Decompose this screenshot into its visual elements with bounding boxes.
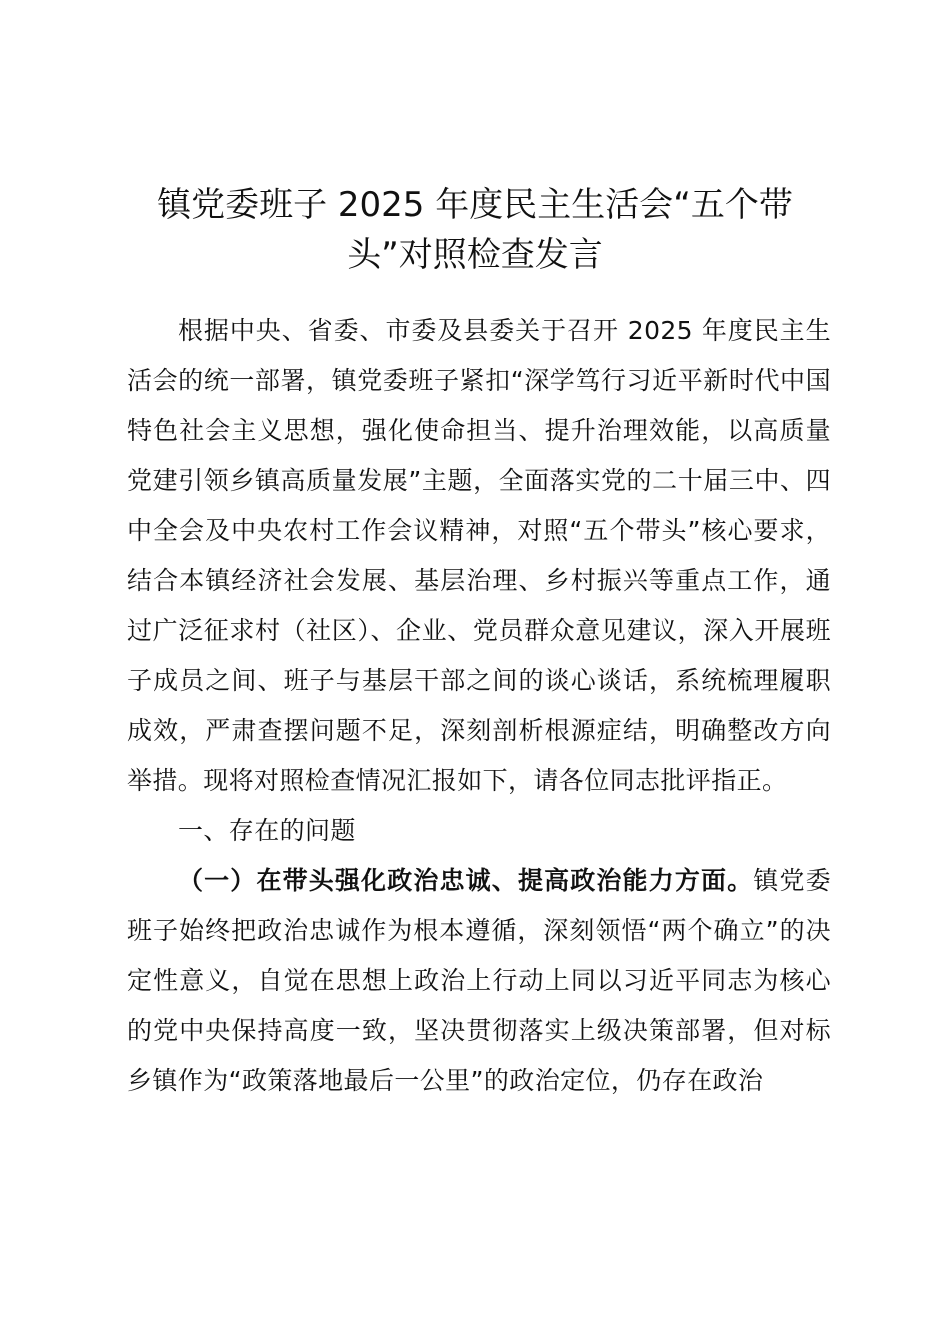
title-line-2: 头”对照检查发言 xyxy=(347,235,603,275)
document-title xyxy=(120,180,830,280)
subsection-text: 镇党委班子始终把政治忠诚作为根本遵循，深刻领悟“两个确立”的决定性意义，自觉在思想上政治上行动上同以习近平同志为核心的党中央保持高度一致，坚决贯彻落实上级决策部署，但对标乡镇作为“政策落地最后一公里”的政治定位，仍存在政治 xyxy=(127,866,831,1095)
section-heading-problems: 一、存在的问题 xyxy=(178,816,356,845)
intro-paragraph: 根据中央、省委、市委及县委关于召开 2025 年度民主生活会的统一部署，镇党委班子紧扣“深学笃行习近平新时代中国特色社会主义思想，强化使命担当、提升治理效能，以高质量党建引领乡镇高质量发展”主题，全面落实党的二十届三中、四中全会及中央农村工作会议精神，对照“五个带头”核心要求，结合本镇经济社会发展、基层治理、乡村振兴等重点工作，通过广泛征求村（社区）、企业、党员群众意见建议，深入开展班子成员之间、班子与基层干部之间的谈心谈话，系统梳理履职成效，严肃查摆问题不足，深刻剖析根源症结，明确整改方向举措。现将对照检查情况汇报如下，请各位同志批评指正。 xyxy=(127,316,831,795)
subsection-paragraph xyxy=(127,856,831,1106)
subsection-heading: （一）在带头强化政治忠诚、提高政治能力方面。 xyxy=(178,866,754,895)
document-body xyxy=(127,306,831,1106)
title-line-1: 镇党委班子 2025 年度民主生活会“五个带 xyxy=(157,185,793,225)
